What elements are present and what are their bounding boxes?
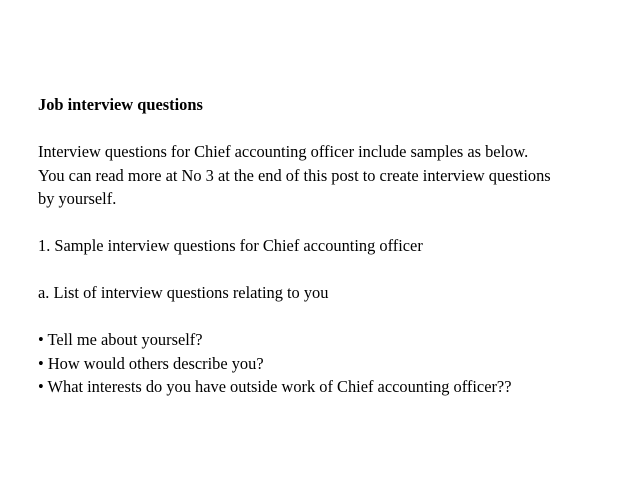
intro-line: You can read more at No 3 at the end of this post to create interview questions (38, 165, 551, 185)
section-heading: 1. Sample interview questions for Chief accounting officer (38, 236, 423, 255)
document-body (38, 93, 618, 399)
question-item: • Tell me about yourself? (38, 330, 203, 349)
question-list (38, 328, 618, 399)
question-item: • How would others describe you? (38, 353, 264, 373)
question-item: • What interests do you have outside work of Chief accounting officer?? (38, 377, 512, 396)
intro-line: by yourself. (38, 189, 117, 208)
subsection-heading: a. List of interview questions relating to you (38, 283, 329, 302)
document-title: Job interview questions (38, 95, 203, 114)
intro-line: Interview questions for Chief accounting officer include samples as below. (38, 142, 529, 161)
intro-paragraph (38, 140, 618, 211)
